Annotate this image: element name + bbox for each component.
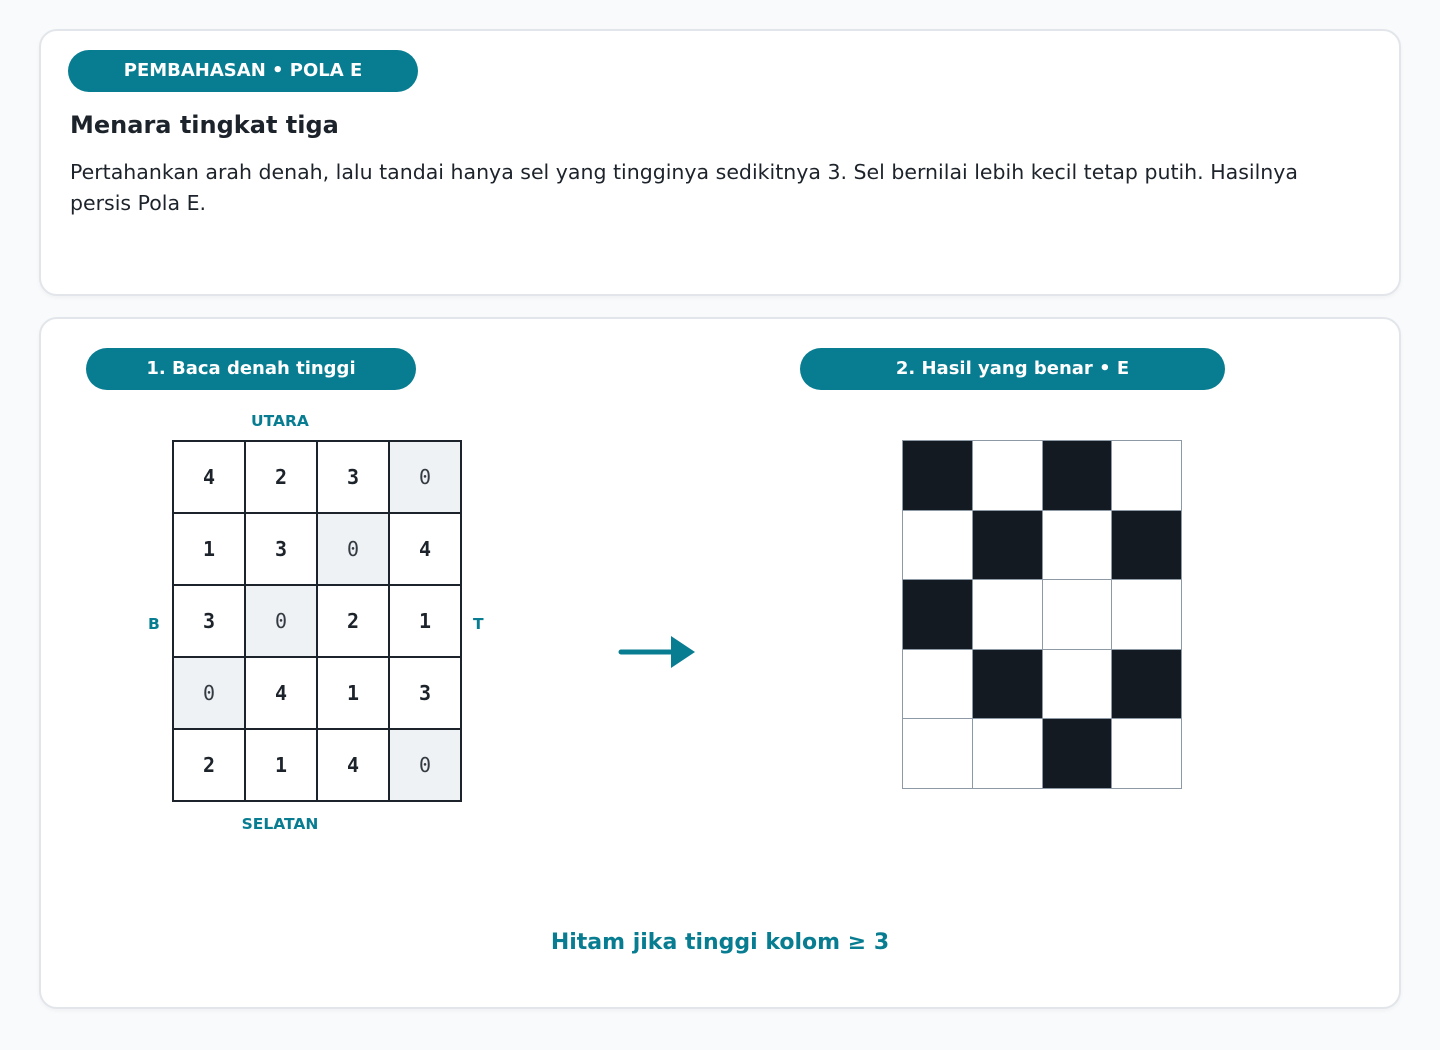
height-cell: 2	[174, 730, 246, 802]
compass-south-label: SELATAN	[241, 815, 319, 833]
result-cell-empty	[1112, 580, 1182, 650]
result-cell-empty	[1112, 719, 1182, 789]
height-cell: 1	[318, 658, 390, 730]
result-cell-filled	[973, 650, 1043, 720]
explanation-text: Pertahankan arah denah, lalu tandai hanya sel yang tingginya sedikitnya 3. Sel bernilai lebih kecil tetap putih. Hasilnya persis Pola E.	[70, 160, 1298, 215]
result-cell-empty	[1043, 511, 1113, 581]
height-cell: 3	[174, 586, 246, 658]
height-cell: 2	[318, 586, 390, 658]
result-cell-empty	[1043, 580, 1113, 650]
step2-badge: 2. Hasil yang benar • E	[800, 348, 1225, 390]
height-cell: 3	[318, 442, 390, 514]
result-cell-filled	[973, 511, 1043, 581]
result-pattern-grid	[902, 440, 1182, 789]
height-cell: 4	[318, 730, 390, 802]
height-cell: 3	[390, 658, 462, 730]
rule-caption: Hitam jika tinggi kolom ≥ 3	[550, 930, 890, 955]
result-cell-filled	[1112, 511, 1182, 581]
height-cell: 1	[246, 730, 318, 802]
result-cell-filled	[903, 580, 973, 650]
page-title: Menara tingkat tiga	[70, 111, 339, 139]
compass-east-label: T	[473, 615, 484, 633]
height-cell: 0	[246, 586, 318, 658]
height-cell: 0	[174, 658, 246, 730]
solution-card	[39, 317, 1401, 1009]
result-cell-empty	[1112, 441, 1182, 511]
height-cell: 0	[318, 514, 390, 586]
height-cell: 3	[246, 514, 318, 586]
result-cell-filled	[1043, 441, 1113, 511]
arrow-right-icon	[618, 632, 698, 672]
height-cell: 1	[390, 586, 462, 658]
result-cell-filled	[1112, 650, 1182, 720]
result-cell-empty	[903, 650, 973, 720]
height-cell: 1	[174, 514, 246, 586]
explanation-card	[39, 29, 1401, 296]
result-cell-empty	[973, 580, 1043, 650]
compass-west-label: B	[148, 615, 160, 633]
result-cell-empty	[903, 511, 973, 581]
result-cell-empty	[973, 441, 1043, 511]
section-badge: PEMBAHASAN • POLA E	[68, 50, 418, 92]
result-cell-empty	[1043, 650, 1113, 720]
height-cell: 4	[174, 442, 246, 514]
result-cell-filled	[1043, 719, 1113, 789]
height-cell: 4	[246, 658, 318, 730]
result-cell-filled	[903, 441, 973, 511]
step1-badge: 1. Baca denah tinggi	[86, 348, 416, 390]
height-map-grid	[172, 440, 462, 802]
height-cell: 0	[390, 442, 462, 514]
compass-north-label: UTARA	[251, 412, 309, 430]
height-cell: 4	[390, 514, 462, 586]
result-cell-empty	[973, 719, 1043, 789]
height-cell: 0	[390, 730, 462, 802]
height-cell: 2	[246, 442, 318, 514]
result-cell-empty	[903, 719, 973, 789]
